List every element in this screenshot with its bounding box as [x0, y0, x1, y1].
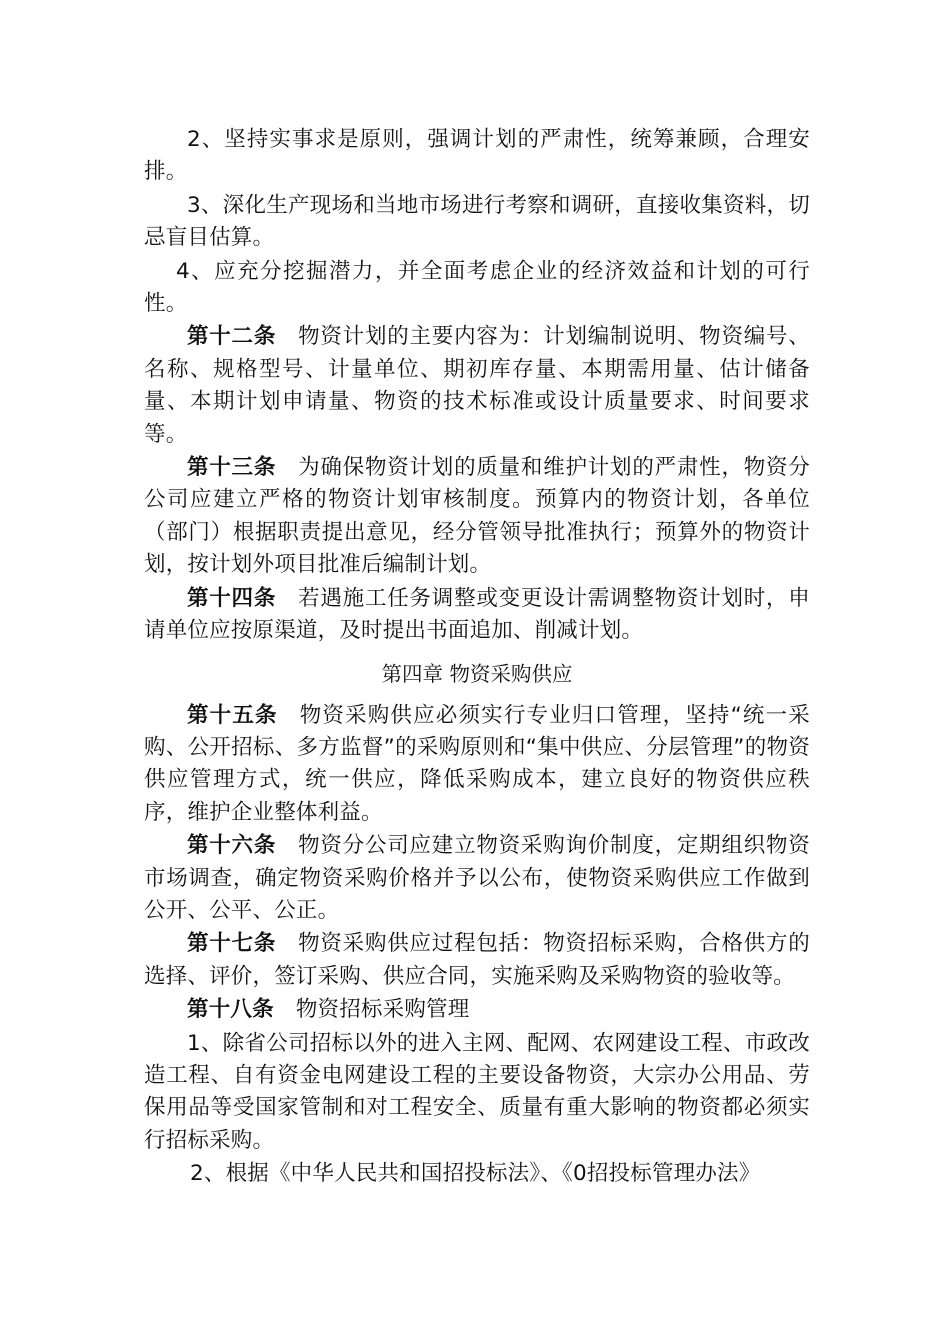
article-label: 第十三条 — [187, 455, 277, 481]
article-text: 为确保物资计划的质量和维护计划的严肃性，物资分公司应建立严格的物资计划审核制度。预算内的物资计划，各单位（部门）根据职责提出意见，经分管领导批准执行；预算外的物资计划，按计划外项目批准后编制计划。 — [144, 455, 810, 578]
article-text: 物资计划的主要内容为：计划编制说明、物资编号、名称、规格型号、计量单位、期初库存量、本期需用量、估计储备量、本期计划申请量、物资的技术标准或设计质量要求、时间要求等。 — [144, 324, 810, 447]
article-16 — [144, 830, 810, 927]
list-item: 3、深化生产现场和当地市场进行考察和调研，直接收集资料，切忌盲目估算。 — [144, 192, 810, 251]
article-text: 物资采购供应必须实行专业归口管理，坚持“统一采购、公开招标、多方监督”的采购原则和“集中供应、分层管理”的物资供应管理方式，统一供应，降低采购成本，建立良好的物资供应秩序，维护企业整体利益。 — [144, 702, 810, 825]
article-13 — [144, 452, 810, 582]
article-text: 物资招标采购管理 — [295, 997, 470, 1023]
article-text: 物资分公司应建立物资采购询价制度，定期组织物资市场调查，确定物资采购价格并予以公布，使物资采购供应工作做到公开、公平、公正。 — [144, 833, 810, 923]
article-12 — [144, 321, 810, 451]
list-item: 2、根据《中华人民共和国招投标法》、《0招投标管理办法》 — [190, 1161, 761, 1187]
article-text: 若遇施工任务调整或变更设计需调整物资计划时，申请单位应按原渠道，及时提出书面追加、削减计划。 — [144, 585, 810, 644]
article-label: 第十二条 — [187, 324, 277, 350]
article-label: 第十五条 — [187, 702, 278, 728]
article-18 — [144, 994, 810, 1026]
document-page — [144, 124, 810, 1191]
chapter-heading: 第四章 物资采购供应 — [381, 661, 573, 686]
article-label: 第十六条 — [187, 833, 277, 859]
article-15 — [144, 700, 810, 830]
article-14 — [144, 583, 810, 648]
article-label: 第十四条 — [187, 585, 277, 611]
article-text: 物资采购供应过程包括：物资招标采购，合格供方的选择、评价，签订采购、供应合同，实施采购及采购物资的验收等。 — [144, 931, 810, 989]
list-item: 1、除省公司招标以外的进入主网、配网、农网建设工程、市政改造工程、自有资金电网建设工程的主要设备物资，大宗办公用品、劳保用品等受国家管制和对工程安全、质量有重大影响的物资都必须实行招标采购。 — [144, 1030, 810, 1153]
article-label: 第十八条 — [187, 997, 274, 1023]
article-label: 第十七条 — [187, 931, 277, 957]
article-17 — [144, 928, 810, 993]
list-item: 2、坚持实事求是原则，强调计划的严肃性，统筹兼顾，合理安排。 — [144, 127, 810, 185]
list-item: 4、应充分挖掘潜力，并全面考虑企业的经济效益和计划的可行性。 — [144, 258, 810, 317]
